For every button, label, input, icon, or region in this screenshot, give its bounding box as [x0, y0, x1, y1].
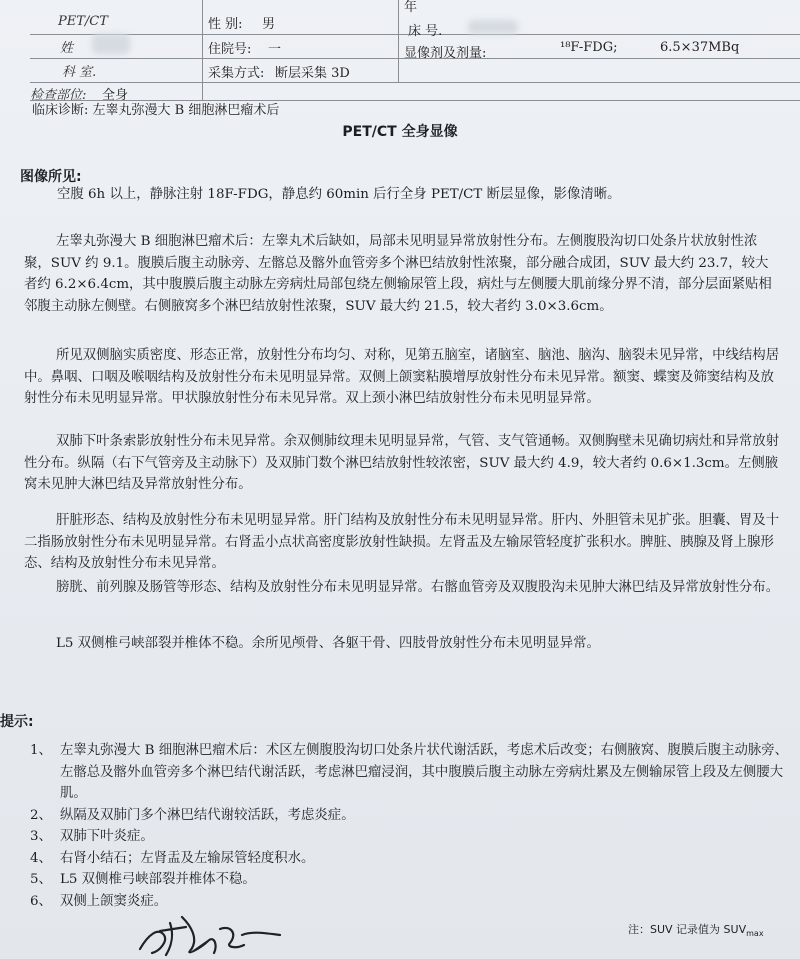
gender-value: 男 [262, 17, 276, 32]
patient-header [30, 0, 800, 118]
inpatient-value: 一 [268, 42, 282, 57]
tip-item: 3、 双肺下叶炎症。 [30, 829, 154, 844]
gender-label: 性 别: [208, 17, 243, 32]
findings-heading: 图像所见: [20, 169, 82, 185]
tip-item: 4、 右肾小结石；左肾盂及左输尿管轻度积水。 [30, 850, 315, 866]
dept-label: 科 室. [62, 65, 97, 80]
findings-paragraph-2: 左睾丸弥漫大 B 细胞淋巴瘤术后：左睾丸术后缺如，局部未见明显异常放射性分布。左侧腹股沟切口处条片状放射性浓聚，SUV 约 9.1。腹膜后腹主动脉旁、左髂总及髂外血管旁多个淋巴结放射性浓聚，部分融合成团，SUV 最大约 23.7，较大者约 6.2×6.4cm，其中腹膜后腹主动脉左旁病灶局部包绕左侧输尿管上段，病灶与左侧腰大肌前缘分界不清，部分层面紧贴相邻腹主动脉左侧壁。右侧腋窝多个淋巴结放射性浓聚，SUV 最大约 21.5，较大者约 3.0×3.6cm。 [24, 234, 772, 314]
exam-part-label: 检查部位: [30, 88, 87, 103]
pet-ct-label: PET/CT [58, 14, 108, 29]
findings-paragraph-4: 双肺下叶条索影放射性分布未见异常。余双侧肺纹理未见明显异常，气管、支气管通畅。双侧胸壁未见确切病灶和异常放射性分布。纵隔（右下气管旁及主动脉下）及双肺门数个淋巴结放射性较浓密，SUV 最大约 4.9，较大者约 0.6×1.3cm。左侧腋窝未见肿大淋巴结及异常放射性分布。 [24, 434, 780, 492]
inpatient-label: 住院号: [208, 42, 252, 57]
tracer-label: 显像剂及剂量: [404, 46, 487, 61]
exam-part-value: 全身 [102, 88, 129, 103]
age-label: 年 [404, 0, 418, 15]
findings-paragraph-5: 肝脏形态、结构及放射性分布未见明显异常。肝门结构及放射性分布未见明显异常。肝内、外胆管未见扩张。胆囊、胃及十二指肠放射性分布未见明显异常。右肾盂小点状高密度影放射性缺损。左肾盂及左输尿管轻度扩张积水。脾脏、胰腺及肾上腺形态、结构及放射性分布未见异常。 [24, 513, 780, 571]
findings-paragraph-6: 膀胱、前列腺及肠管等形态、结构及放射性分布未见明显异常。右髂血管旁及双腹股沟未见肿大淋巴结及异常放射性分布。 [56, 580, 780, 595]
findings-paragraph-3: 所见双侧脑实质密度、形态正常，放射性分布均匀、对称，见第五脑室，诸脑室、脑池、脑沟、脑裂未见异常，中线结构居中。鼻咽、口咽及喉咽结构及放射性分布未见明显异常。双侧上颌窦粘膜增厚放射性分布未见异常。额窦、蝶窦及筛窦结构及放射性分布未见明显异常。甲状腺放射性分布未见异常。双上颈小淋巴结放射性分布未见明显异常。 [24, 348, 780, 406]
collect-value: 断层采集 3D [275, 66, 350, 81]
doctor-signature [130, 905, 290, 959]
tip-item: 2、 纵隔及双肺门多个淋巴结代谢较活跃，考虑炎症。 [30, 807, 355, 823]
tips-heading: 提示: [0, 714, 34, 730]
tips-list [30, 740, 800, 912]
tip-item: 1、 左睾丸弥漫大 B 细胞淋巴瘤术后：术区左侧腹股沟切口处条片状代谢活跃，考虑术后改变；右侧腋窝、腹膜后腹主动脉旁、左髂总及髂外血管旁多个淋巴结代谢活跃，考虑淋巴瘤浸润，其中腹膜后腹主动脉左旁病灶累及左侧输尿管上段及左侧腰大肌。 [30, 743, 789, 801]
tip-item: 6、 双侧上颌窦炎症。 [30, 893, 168, 909]
suv-note: 注：SUV 记录值为 $SUV_{max}$ [628, 923, 764, 939]
bed-label: 床 号. [408, 24, 443, 39]
tracer-value: ¹⁸F-FDG; [560, 40, 618, 55]
collect-label: 采集方式: [208, 66, 265, 81]
findings-paragraph-1: 空腹 6h 以上，静脉注射 18F-FDG，静息约 60min 后行全身 PET/CT 断层显像，影像清晰。 [57, 187, 621, 202]
report-title: PET/CT 全身显像 [342, 124, 458, 140]
findings-paragraph-7: L5 双侧椎弓峡部裂并椎体不稳。余所见颅骨、各躯干骨、四肢骨放射性分布未见明显异常。 [56, 636, 600, 651]
dose-value: 6.5×37MBq [660, 40, 740, 55]
clinical-diagnosis: 临床诊断: 左睾丸弥漫大 B 细胞淋巴瘤术后 [32, 103, 280, 118]
name-label: 姓 [60, 41, 74, 56]
tip-item: 5、 L5 双侧椎弓峡部裂并椎体不稳。 [30, 872, 256, 887]
